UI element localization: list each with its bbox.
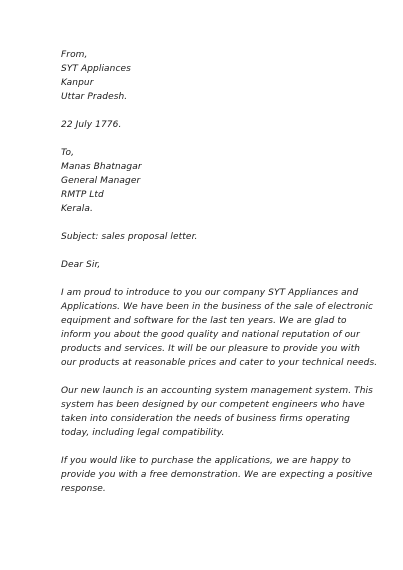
paragraph-line: Our new launch is an accounting system management system. This (61, 386, 373, 396)
subject-line: Subject: sales proposal letter. (61, 232, 198, 242)
paragraph-line: system has been designed by our competent engineers who have (61, 400, 365, 410)
paragraph-line: equipment and software for the last ten years. We are glad to (61, 316, 347, 326)
paragraph-line: our products at reasonable prices and cater to your technical needs. (61, 358, 378, 368)
letter-date: 22 July 1776. (61, 120, 122, 130)
sender-state: Uttar Pradesh. (61, 92, 128, 102)
paragraph-introduction (61, 286, 378, 370)
from-label: From, (61, 50, 88, 60)
paragraph-line: taken into consideration the needs of business firms operating (61, 414, 350, 424)
paragraph-line: response. (61, 484, 106, 494)
paragraph-line: I am proud to introduce to you our company SYT Appliances and (61, 288, 359, 298)
to-label: To, (61, 148, 75, 158)
paragraph-line: provide you with a free demonstration. We are expecting a positive (61, 470, 373, 480)
recipient-name: Manas Bhatnagar (61, 162, 142, 172)
recipient-company: RMTP Ltd (61, 190, 104, 200)
paragraph-line: Applications. We have been in the business of the sale of electronic (61, 302, 374, 312)
paragraph-line: today, including legal compatibility. (61, 428, 225, 438)
sender-company: SYT Appliances (61, 64, 131, 74)
salutation: Dear Sir, (61, 260, 101, 270)
paragraph-closing (61, 454, 373, 496)
recipient-title: General Manager (61, 176, 141, 186)
letter-body (61, 48, 378, 496)
paragraph-line: products and services. It will be our pleasure to provide you with (61, 344, 361, 354)
paragraph-new-launch (61, 384, 373, 440)
paragraph-line: inform you about the good quality and national reputation of our (61, 330, 360, 340)
recipient-state: Kerala. (61, 204, 93, 214)
sender-city: Kanpur (61, 78, 94, 88)
paragraph-line: If you would like to purchase the applications, we are happy to (61, 456, 351, 466)
